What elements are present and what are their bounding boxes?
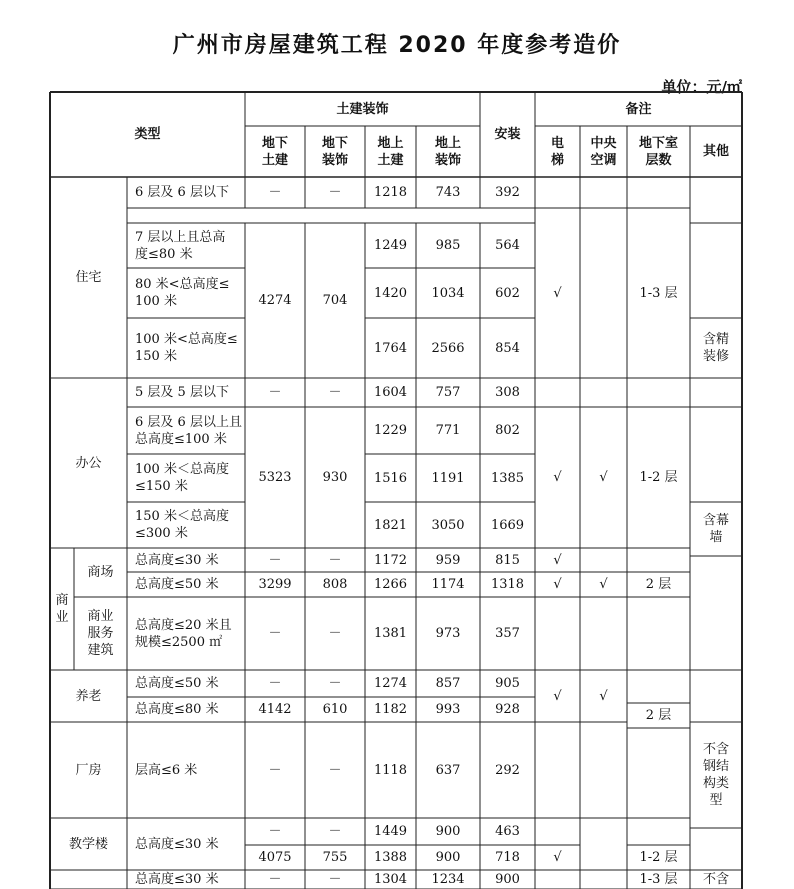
cell-text: 802	[495, 423, 520, 438]
cell-above-civil	[365, 126, 416, 177]
cell-text: 357	[495, 626, 520, 641]
cell-text: √	[599, 577, 608, 592]
cell-jx-r1-in	[480, 818, 535, 845]
cell-zz-r1-ugd	[305, 177, 365, 208]
cell-yl-r2-ad	[416, 697, 480, 722]
cell-text: 463	[495, 824, 520, 839]
cell-zz-r4-in	[480, 318, 535, 378]
cell-text: 808	[322, 577, 348, 592]
cell-text: 4274	[258, 293, 292, 308]
cell-bg-r2-in	[480, 407, 535, 454]
cell-sc-r2-el	[535, 572, 580, 597]
cell-yl-r2-in	[480, 697, 535, 722]
cell-text: 602	[495, 285, 520, 301]
cell-text: －	[328, 185, 342, 200]
cell-sc-r1-ac	[365, 548, 416, 572]
cell-zz-r1-ad	[416, 177, 480, 208]
cell-yl-r1-in	[480, 670, 535, 697]
cell-text: 电 梯	[550, 135, 564, 168]
cell-text: 771	[435, 423, 461, 438]
cell-jx-r1-ad	[416, 818, 480, 845]
cell-cf-ugc	[245, 722, 305, 818]
cell-text: －	[268, 552, 282, 568]
cell-text: 959	[435, 552, 461, 568]
cell-text: √	[599, 470, 608, 485]
cell-bg-r1-ac	[365, 378, 416, 407]
cell-text: √	[553, 470, 562, 485]
cell-zz-r4-ad	[416, 318, 480, 378]
cell-yl-r1-ad	[416, 670, 480, 697]
cell-text: 637	[435, 762, 461, 778]
cell-bg-r3-ad	[416, 454, 480, 502]
cell-central-ac	[580, 126, 627, 177]
cell-text: －	[268, 872, 282, 887]
cell-text: －	[328, 385, 342, 400]
cell-jx-el	[535, 845, 580, 870]
cell-text: 1516	[373, 470, 408, 486]
cell-sc-r2-ugc	[245, 572, 305, 597]
cell-text: √	[553, 285, 562, 301]
cell-zz-bf	[627, 208, 690, 378]
cell-text: 办公	[75, 455, 102, 471]
cell-text: √	[553, 688, 562, 704]
cell-zz-r1-ac	[365, 177, 416, 208]
cell-yl-r2-ugc	[245, 697, 305, 722]
cell-text: 815	[495, 552, 520, 568]
cell-text: 类型	[134, 127, 161, 142]
cell-text: 1420	[373, 285, 408, 301]
cell-zz-r1-ugc	[245, 177, 305, 208]
cell-text: 4075	[258, 850, 292, 865]
cell-text: 900	[435, 850, 461, 865]
cell-text: 地下 装饰	[321, 135, 348, 168]
cell-text: 900	[435, 824, 461, 839]
cell-text: 厂房	[75, 762, 102, 778]
cell-bg-r2	[127, 407, 245, 454]
cell-basement-floors	[627, 126, 690, 177]
cell-last-other	[690, 870, 742, 889]
cell-text: 1191	[431, 470, 465, 486]
cell-text: 100 米<总高度≤ 150 米	[135, 332, 238, 364]
cell-text: 总高度≤30 米	[135, 872, 219, 887]
cell-bg-ugd	[305, 407, 365, 548]
cell-text: 1034	[431, 285, 465, 301]
cell-sy-r1	[127, 597, 245, 670]
cell-text: √	[599, 688, 608, 704]
category-factory	[50, 722, 127, 818]
cell-text: －	[328, 676, 342, 691]
cell-sc-r1-ugc	[245, 548, 305, 572]
cell-text: 总高度≤30 米	[135, 836, 219, 852]
cell-text: 1274	[373, 676, 408, 691]
cell-bg-r2-ad	[416, 407, 480, 454]
cell-text: －	[268, 385, 282, 400]
cell-last-bf	[627, 870, 690, 889]
cell-text: 总高度≤30 米	[135, 552, 219, 568]
cell-jx-r2-in	[480, 845, 535, 870]
cell-text: 7 层以上且总高 度≤80 米	[135, 229, 226, 262]
category-elderly-care	[50, 670, 127, 722]
cell-text: 1318	[490, 577, 525, 592]
cell-yl-r2-ugd	[305, 697, 365, 722]
cell-text: 中央 空调	[590, 135, 617, 168]
category-commercial	[50, 548, 74, 670]
cell-text: 743	[435, 185, 461, 200]
cell-text: 2 层	[645, 708, 672, 723]
cell-text: 1234	[431, 872, 465, 887]
cell-other	[690, 126, 742, 177]
cell-text: 总高度≤50 米	[135, 676, 219, 691]
unit-label: 单位：元/㎡	[661, 78, 742, 96]
cell-zz-r1	[127, 177, 245, 208]
cell-text: 1-3 层	[639, 872, 678, 887]
cell-text: 地上 装饰	[434, 135, 461, 168]
cell-text: 含幕 墙	[702, 513, 729, 545]
cell-last-r1	[127, 870, 245, 889]
header-notes-group	[535, 92, 742, 126]
cell-sc-r2-ac	[365, 572, 416, 597]
cell-yl-r1-ac	[365, 670, 416, 697]
cell-text: 其他	[702, 144, 729, 159]
cell-bg-bf	[627, 407, 690, 548]
cell-zz-r3-in	[480, 268, 535, 318]
cell-text: －	[328, 552, 342, 568]
cell-sy-ad	[416, 597, 480, 670]
cell-yl-r1-ugc	[245, 670, 305, 697]
cell-text: 80 米<总高度≤ 100 米	[135, 277, 230, 309]
cell-text: 857	[435, 676, 461, 691]
cell-sc-r2-bf	[627, 572, 690, 597]
cell-jx-r2-ugc	[245, 845, 305, 870]
cell-text: 757	[435, 385, 461, 400]
cell-sy-ugc	[245, 597, 305, 670]
cell-text: 层高≤6 米	[135, 762, 198, 778]
cell-text: 1-2 层	[639, 850, 678, 865]
cell-text: 1182	[373, 702, 408, 717]
cell-zz-other	[690, 318, 742, 378]
cell-text: 985	[435, 238, 461, 253]
cell-text: 1604	[373, 385, 408, 400]
cell-yl-r2-ac	[365, 697, 416, 722]
cell-text: －	[268, 824, 282, 839]
cell-yl-r1-ugd	[305, 670, 365, 697]
cell-text: －	[268, 185, 282, 200]
cell-bg-r4-ad	[416, 502, 480, 548]
cell-sc-r2-ad	[416, 572, 480, 597]
cell-cf-r1	[127, 722, 245, 818]
cell-text: 安装	[494, 127, 521, 142]
cell-text: 地上 土建	[377, 135, 404, 168]
cell-text: 备注	[625, 101, 652, 117]
cell-text: 392	[495, 185, 520, 200]
cell-text: 973	[435, 626, 461, 641]
cell-text: 商 业	[55, 593, 69, 625]
cell-text: 610	[322, 702, 348, 717]
cell-bg-other	[690, 502, 742, 556]
cell-text: 商业 服务 建筑	[87, 609, 114, 658]
cell-text: 住宅	[75, 270, 102, 285]
cell-bg-r1-ad	[416, 378, 480, 407]
cell-text: 2 层	[645, 577, 672, 592]
cell-text: 1218	[373, 185, 408, 200]
cell-jx-r1-ugc	[245, 818, 305, 845]
cell-text: 3299	[258, 577, 292, 592]
cell-sc-r1-el	[535, 548, 580, 572]
cell-jx-r1-ugd	[305, 818, 365, 845]
cell-text: 1-2 层	[639, 470, 678, 485]
cell-jx-r2-ad	[416, 845, 480, 870]
cell-text: 1449	[373, 824, 408, 839]
page-title: 广州市房屋建筑工程 2020 年度参考造价	[172, 33, 622, 58]
cell-text: 地下室 层数	[638, 135, 678, 168]
cell-underground-civil	[245, 126, 305, 177]
cell-sc-r2-ugd	[305, 572, 365, 597]
cell-zz-r2-ad	[416, 223, 480, 268]
cell-last-ugd	[305, 870, 365, 889]
cell-jx-bf	[627, 845, 690, 870]
cell-zz-ugd	[305, 223, 365, 378]
cell-bg-r3-in	[480, 454, 535, 502]
header-install	[480, 92, 535, 177]
cell-zz-r3-ad	[416, 268, 480, 318]
cell-text: 2566	[431, 340, 465, 356]
cell-last-ad	[416, 870, 480, 889]
cell-text: 总高度≤50 米	[135, 577, 219, 592]
cell-text: －	[328, 762, 342, 778]
cell-text: －	[328, 824, 342, 839]
cell-text: 含精 装修	[702, 332, 729, 364]
cell-text: －	[328, 626, 342, 641]
cell-text: 900	[495, 872, 520, 887]
cell-yl-bf	[627, 703, 690, 728]
cell-sc-r2-ac2	[580, 572, 627, 597]
cell-yl-r2	[127, 697, 245, 722]
cell-text: 905	[495, 676, 520, 691]
cell-text: －	[268, 626, 282, 641]
cell-text: 地下 土建	[261, 135, 288, 168]
cell-text: 854	[495, 340, 520, 356]
cell-bg-el	[535, 407, 580, 548]
cell-text: 1669	[490, 517, 525, 533]
cell-text: 6 层及 6 层以下	[135, 185, 229, 200]
cell-text: 1304	[373, 872, 408, 887]
cell-sy-in	[480, 597, 535, 670]
cell-text: 1381	[373, 626, 408, 641]
cell-text: 5 层及 5 层以下	[135, 385, 229, 400]
cell-text: 1174	[431, 577, 465, 592]
cell-text: 704	[322, 293, 348, 308]
cell-cf-ac	[365, 722, 416, 818]
cell-elevator	[535, 126, 580, 177]
cell-sc-r1-ad	[416, 548, 480, 572]
cell-text: 1821	[373, 517, 408, 533]
cell-text: 教学楼	[68, 836, 108, 852]
cell-yl-r1	[127, 670, 245, 697]
cell-bg-r4	[127, 502, 245, 548]
cell-sc-r2	[127, 572, 245, 597]
cell-text: 总高度≤80 米	[135, 702, 219, 717]
cell-jx-r2-ac	[365, 845, 416, 870]
cell-zz-r3	[127, 268, 245, 318]
subcategory-commercial-service	[74, 597, 127, 670]
cell-bg-r1-ugc	[245, 378, 305, 407]
cell-zz-r2	[127, 223, 245, 268]
cell-cf-in	[480, 722, 535, 818]
cell-text: 1-3 层	[639, 285, 678, 301]
cell-bg-r2-ac	[365, 407, 416, 454]
cell-zz-r3-ac	[365, 268, 416, 318]
cell-text: 5323	[258, 470, 292, 485]
cell-zz-r2-in	[480, 223, 535, 268]
cell-yl-el	[535, 670, 580, 722]
cell-cf-other	[690, 722, 742, 828]
cell-cf-ad	[416, 722, 480, 818]
cell-jx-r1-ac	[365, 818, 416, 845]
cell-text: √	[553, 577, 562, 592]
cell-sy-ugd	[305, 597, 365, 670]
cell-sc-r1-in	[480, 548, 535, 572]
cell-text: 养老	[75, 688, 102, 704]
cell-text: 土建装饰	[336, 101, 389, 117]
cell-sc-r1-ugd	[305, 548, 365, 572]
cell-text: 6 层及 6 层以上且 总高度≤100 米	[135, 414, 242, 447]
cell-text: 1266	[373, 577, 408, 592]
subcategory-mall	[74, 548, 127, 597]
cell-text: 1229	[373, 423, 408, 438]
header-civil-group	[245, 92, 480, 126]
category-office	[50, 378, 127, 548]
cell-text: √	[553, 552, 562, 568]
cell-sy-ac	[365, 597, 416, 670]
cell-text: 不含 钢结 构类 型	[702, 742, 729, 808]
cell-bg-r3-ac	[365, 454, 416, 502]
cell-zz-ugc	[245, 223, 305, 378]
cell-text: －	[328, 872, 342, 887]
category-teaching-building	[50, 818, 127, 870]
cell-last-in	[480, 870, 535, 889]
cell-text: 1388	[373, 850, 408, 865]
cell-last-ac	[365, 870, 416, 889]
cell-text: 292	[495, 762, 520, 778]
cell-cf-ugd	[305, 722, 365, 818]
cell-text: 1385	[490, 470, 525, 486]
cell-text: 4142	[258, 702, 292, 717]
cell-sc-r1	[127, 548, 245, 572]
cell-zz-r1-in	[480, 177, 535, 208]
cell-text: －	[268, 676, 282, 691]
cell-zz-r4-ac	[365, 318, 416, 378]
cell-text: 308	[495, 385, 520, 400]
cell-yl-ac2	[580, 670, 627, 722]
cell-bg-ac2	[580, 407, 627, 548]
cell-text: 1118	[373, 762, 408, 778]
cell-text: 718	[495, 850, 520, 865]
cell-text: 不含	[702, 872, 729, 887]
cell-text: 100 米＜总高度 ≤150 米	[135, 462, 229, 494]
cell-zz-r4	[127, 318, 245, 378]
cell-text: －	[268, 762, 282, 778]
cell-bg-ugc	[245, 407, 305, 548]
cell-text: 1764	[373, 340, 408, 356]
cell-bg-r1-in	[480, 378, 535, 407]
cell-text: 150 米＜总高度 ≤300 米	[135, 509, 229, 541]
cell-underground-decor	[305, 126, 365, 177]
cell-text: 564	[495, 238, 520, 253]
cell-bg-r4-in	[480, 502, 535, 548]
cell-bg-r1	[127, 378, 245, 407]
cell-text: 商场	[87, 565, 114, 580]
cell-bg-r4-ac	[365, 502, 416, 548]
cell-text: 总高度≤20 米且 规模≤2500 ㎡	[135, 617, 232, 650]
cell-jx-r2-ugd	[305, 845, 365, 870]
cell-zz-el	[535, 208, 580, 378]
cell-text: 3050	[431, 517, 465, 533]
cell-above-decor	[416, 126, 480, 177]
cell-last-ugc	[245, 870, 305, 889]
cell-jx-r1	[127, 818, 245, 870]
cell-text: 930	[322, 470, 348, 485]
cell-text: 755	[322, 850, 348, 865]
category-residential	[50, 177, 127, 378]
cell-zz-r2-ac	[365, 223, 416, 268]
cell-text: 1249	[373, 238, 408, 253]
cell-bg-r1-ugd	[305, 378, 365, 407]
cell-text: 993	[435, 702, 461, 717]
header-type	[50, 92, 245, 177]
cell-sc-r2-in	[480, 572, 535, 597]
cell-bg-r3	[127, 454, 245, 502]
cell-text: 1172	[373, 552, 408, 568]
cell-text: 928	[495, 702, 520, 717]
cell-text: √	[553, 850, 562, 865]
